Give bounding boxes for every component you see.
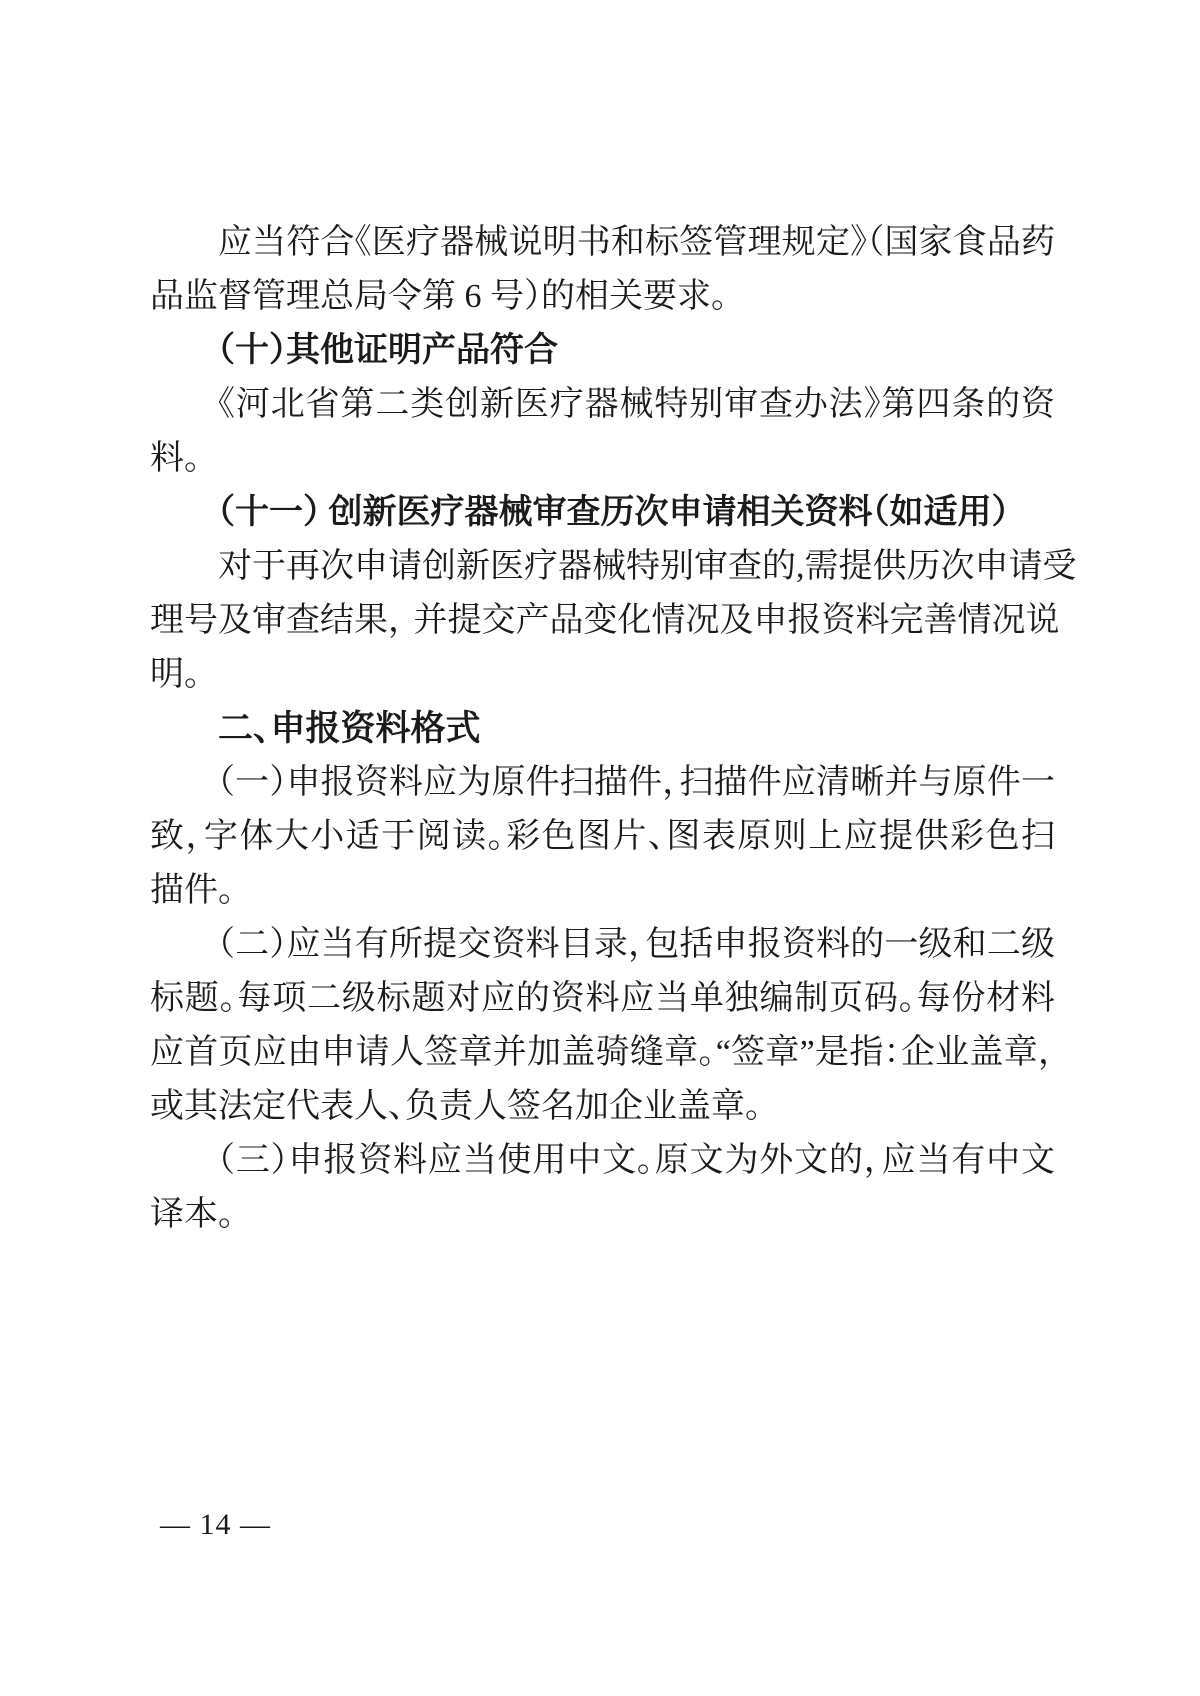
- paragraph: [150, 216, 1055, 324]
- text-line: 对于再次申请创新医疗器械特别审查的,需提供历次申请受: [218, 548, 1077, 585]
- text-line: 料。: [150, 440, 201, 477]
- paragraph: [150, 324, 1055, 378]
- text-line: （二）应当有所提交资料目录，包括申报资料的一级和二级: [218, 926, 1055, 963]
- text-line: 应首页应由申请人签章并加盖骑缝章。“签章”是指：企业盖章，: [150, 1034, 1055, 1071]
- paragraph: [150, 918, 1055, 1134]
- text-line: 明。: [150, 656, 201, 693]
- page-number: — 14 —: [160, 1508, 271, 1541]
- paragraph: [150, 486, 1055, 540]
- text-line: 应当符合《医疗器械说明书和标签管理规定》（国家食品药: [218, 224, 1055, 261]
- text-line: （十一） 创新医疗器械审查历次申请相关资料（如适用）: [218, 494, 1009, 531]
- text-line: 译本。: [150, 1196, 235, 1233]
- text-line: 理号及审查结果， 并提交产品变化情况及申报资料完善情况说: [150, 602, 1060, 639]
- text-line: 《河北省第二类创新医疗器械特别审查办法》第四条的资: [218, 386, 1055, 423]
- paragraph: [150, 702, 1055, 756]
- text-line: 二、申报资料格式: [218, 709, 481, 748]
- text-line: （十）其他证明产品符合: [218, 332, 558, 369]
- paragraph: [150, 1134, 1055, 1242]
- text-line: 标题。每项二级标题对应的资料应当单独编制页码。每份材料: [150, 980, 1055, 1017]
- text-line: 或其法定代表人、负责人签名加企业盖章。: [150, 1088, 762, 1125]
- text-line: 致，字体大小适于阅读。彩色图片、图表原则上应提供彩色扫: [150, 818, 1055, 855]
- text-line: 品监督管理总局令第 6 号）的相关要求。: [150, 278, 728, 315]
- text-block: [150, 216, 1077, 1242]
- paragraph: [150, 378, 1055, 486]
- text-line: （一）申报资料应为原件扫描件，扫描件应清晰并与原件一: [218, 764, 1055, 801]
- paragraph: [150, 540, 1077, 702]
- paragraph: [150, 756, 1055, 918]
- text-line: 描件。: [150, 872, 235, 909]
- text-line: （三）申报资料应当使用中文。原文为外文的，应当有中文: [218, 1142, 1055, 1179]
